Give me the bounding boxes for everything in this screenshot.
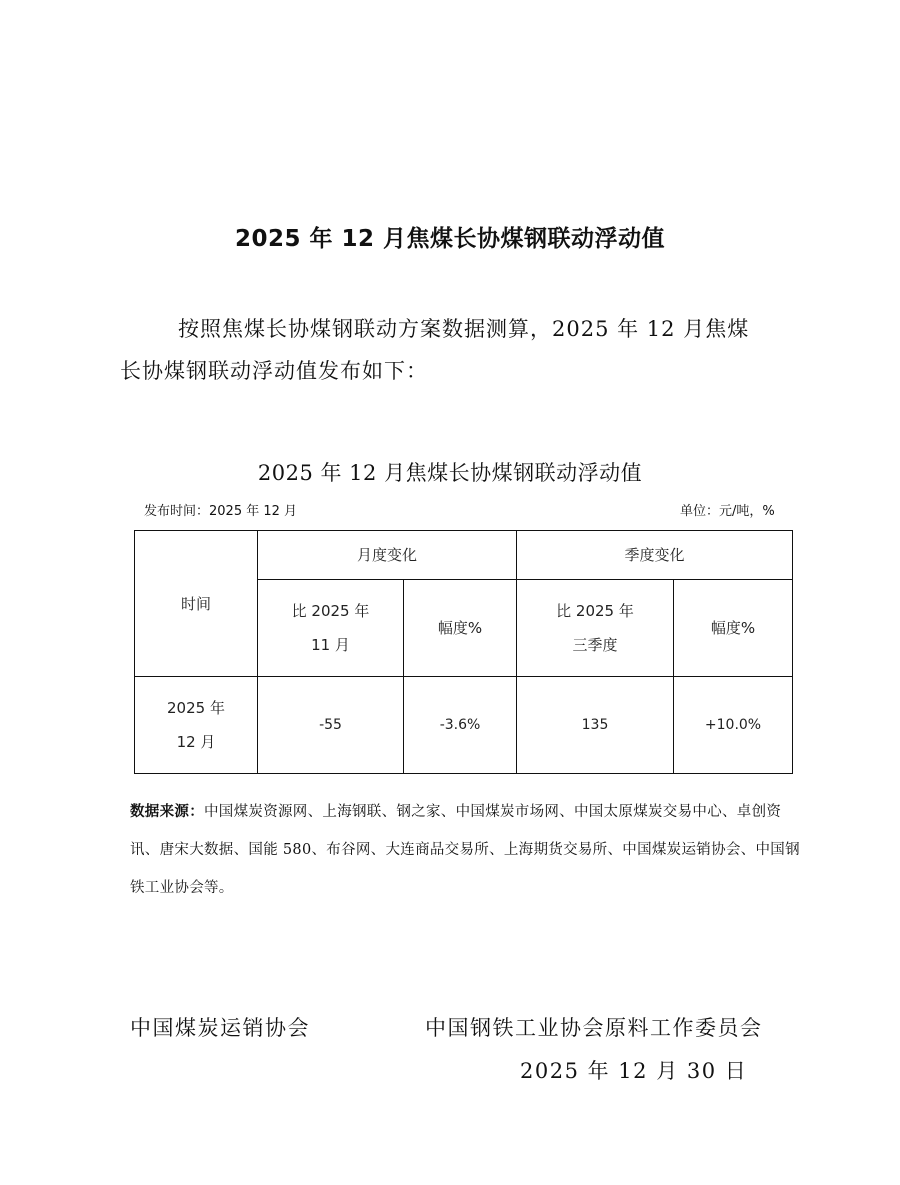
price-adjustment-table <box>134 530 793 774</box>
header-vs-q3-line-1: 比 2025 年 <box>556 602 634 620</box>
header-monthly-percent: 幅度% <box>404 580 517 677</box>
data-source-text: 中国煤炭资源网、上海钢联、钢之家、中国煤炭市场网、中国太原煤炭交易中心、卓创资讯、唐宋大数据、国能 580、布谷网、大连商品交易所、上海期货交易所、中国煤炭运销协会、中国钢铁工业协会等。 <box>130 804 800 896</box>
monthly-change-value: -55 <box>258 677 404 774</box>
table-title: 2025 年 12 月焦煤长协煤钢联动浮动值 <box>257 461 643 485</box>
quarterly-percent-value: +10.0% <box>674 677 793 774</box>
publish-time: 发布时间：2025 年 12 月 <box>144 504 298 519</box>
header-vs-november-line-1: 比 2025 年 <box>291 602 370 620</box>
intro-paragraph-line-2: 长协煤钢联动浮动值发布如下： <box>120 359 428 383</box>
document-title: 2025 年 12 月焦煤长协煤钢联动浮动值 <box>234 226 666 252</box>
header-quarterly-change: 季度变化 <box>517 531 793 580</box>
header-vs-november <box>258 580 404 677</box>
data-source-note <box>130 793 800 907</box>
header-vs-november-line-2: 11 月 <box>311 636 350 654</box>
table-header-row-1 <box>135 531 793 580</box>
signature-date: 2025 年 12 月 30 日 <box>520 1059 748 1083</box>
signature-org-right: 中国钢铁工业协会原料工作委员会 <box>425 1016 763 1040</box>
unit-label: 单位：元/吨，% <box>680 504 775 519</box>
table-row <box>135 677 793 774</box>
quarterly-change-value: 135 <box>517 677 674 774</box>
header-vs-q3 <box>517 580 674 677</box>
row-time-line-1: 2025 年 <box>167 699 225 717</box>
header-monthly-change: 月度变化 <box>258 531 517 580</box>
header-vs-q3-line-2: 三季度 <box>572 636 618 654</box>
header-quarterly-percent: 幅度% <box>674 580 793 677</box>
signature-org-left: 中国煤炭运销协会 <box>130 1016 310 1040</box>
monthly-percent-value: -3.6% <box>404 677 517 774</box>
row-time-line-2: 12 月 <box>176 733 216 751</box>
header-time: 时间 <box>135 531 258 677</box>
data-source-label: 数据来源： <box>130 803 204 820</box>
intro-paragraph-line-1: 按照焦煤长协煤钢联动方案数据测算，2025 年 12 月焦煤 <box>178 317 750 341</box>
row-time <box>135 677 258 774</box>
